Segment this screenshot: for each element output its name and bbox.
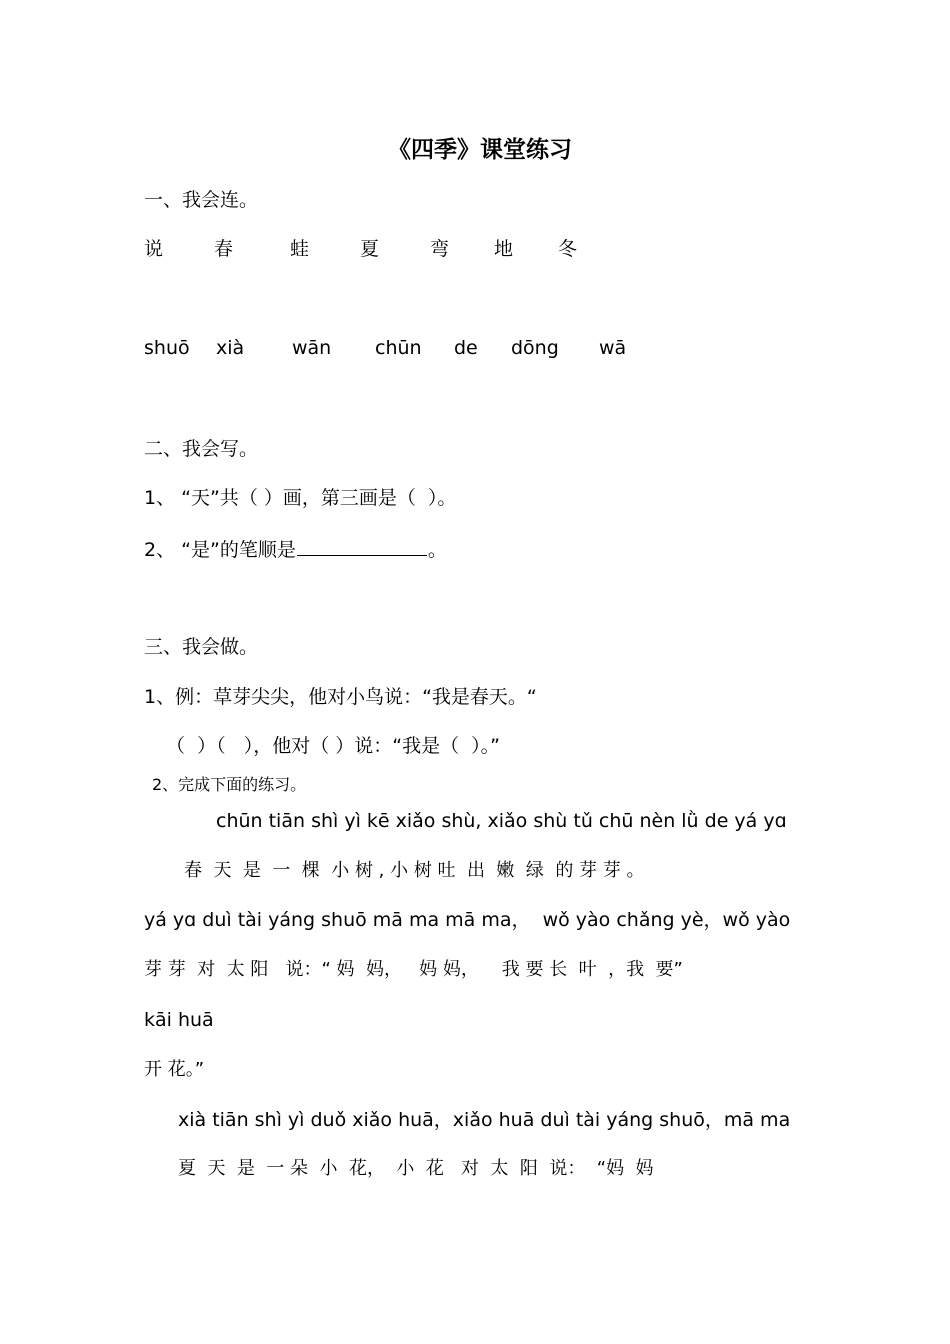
pinyin-line: xià tiān shì yì duǒ xiǎo huā，xiǎo huā duì tài yáng shuō，mā ma [178, 1109, 791, 1131]
fill-in-sentence: （ ）（ ），他对（ ）说：“我是（ ）。” [166, 735, 501, 757]
character-item: 冬 [558, 238, 578, 260]
answer-blank[interactable] [297, 539, 427, 556]
character-item: 弯 [430, 238, 450, 260]
question-stroke-order-suffix: 。 [427, 539, 447, 561]
pinyin-item: dōng [511, 337, 559, 359]
character-item: 地 [494, 238, 514, 260]
section-2-heading: 二、我会写。 [144, 438, 259, 460]
pinyin-item: wā [599, 337, 627, 359]
hanzi-line: 春 天 是 一 棵 小 树 , 小 树 吐 出 嫩 绿 的 芽 芽 。 [184, 860, 645, 881]
pinyin-line: kāi huā [144, 1009, 214, 1031]
exercise-2-label: 2、完成下面的练习。 [152, 775, 307, 794]
question-stroke-order [144, 539, 447, 560]
hanzi-line: 芽 芽 对 太 阳 说：“ 妈 妈， 妈 妈， 我 要 长 叶 ，我 要” [144, 959, 683, 980]
character-row [0, 240, 950, 264]
character-item: 夏 [360, 238, 380, 260]
question-stroke-order-prefix: 2、 “是”的笔顺是 [144, 539, 296, 561]
character-item: 蛙 [290, 238, 310, 260]
hanzi-line: 开 花。” [144, 1059, 205, 1080]
character-item: 说 [144, 238, 164, 260]
pinyin-line: yá yɑ duì tài yáng shuō mā ma mā ma， wǒ yào chǎng yè，wǒ yào [144, 909, 791, 931]
character-item: 春 [214, 238, 234, 260]
hanzi-line: 夏 天 是 一 朵 小 花， 小 花 对 太 阳 说： “妈 妈 [178, 1158, 654, 1179]
pinyin-item: xià [216, 337, 245, 359]
pinyin-line: chūn tiān shì yì kē xiǎo shù, xiǎo shù tǔ chū nèn lǜ de yá yɑ [216, 810, 787, 832]
pinyin-row [0, 339, 950, 363]
section-1-heading: 一、我会连。 [144, 189, 259, 211]
pinyin-item: shuō [144, 337, 190, 359]
page-title: 《四季》课堂练习 [388, 137, 572, 163]
question-stroke-count: 1、 “天”共（ ）画，第三画是（ ）。 [144, 487, 457, 509]
pinyin-item: wān [292, 337, 332, 359]
example-sentence: 1、例：草芽尖尖，他对小鸟说：“我是春天。“ [144, 686, 537, 708]
pinyin-item: de [454, 337, 478, 359]
pinyin-item: chūn [375, 337, 422, 359]
section-3-heading: 三、我会做。 [144, 636, 259, 658]
